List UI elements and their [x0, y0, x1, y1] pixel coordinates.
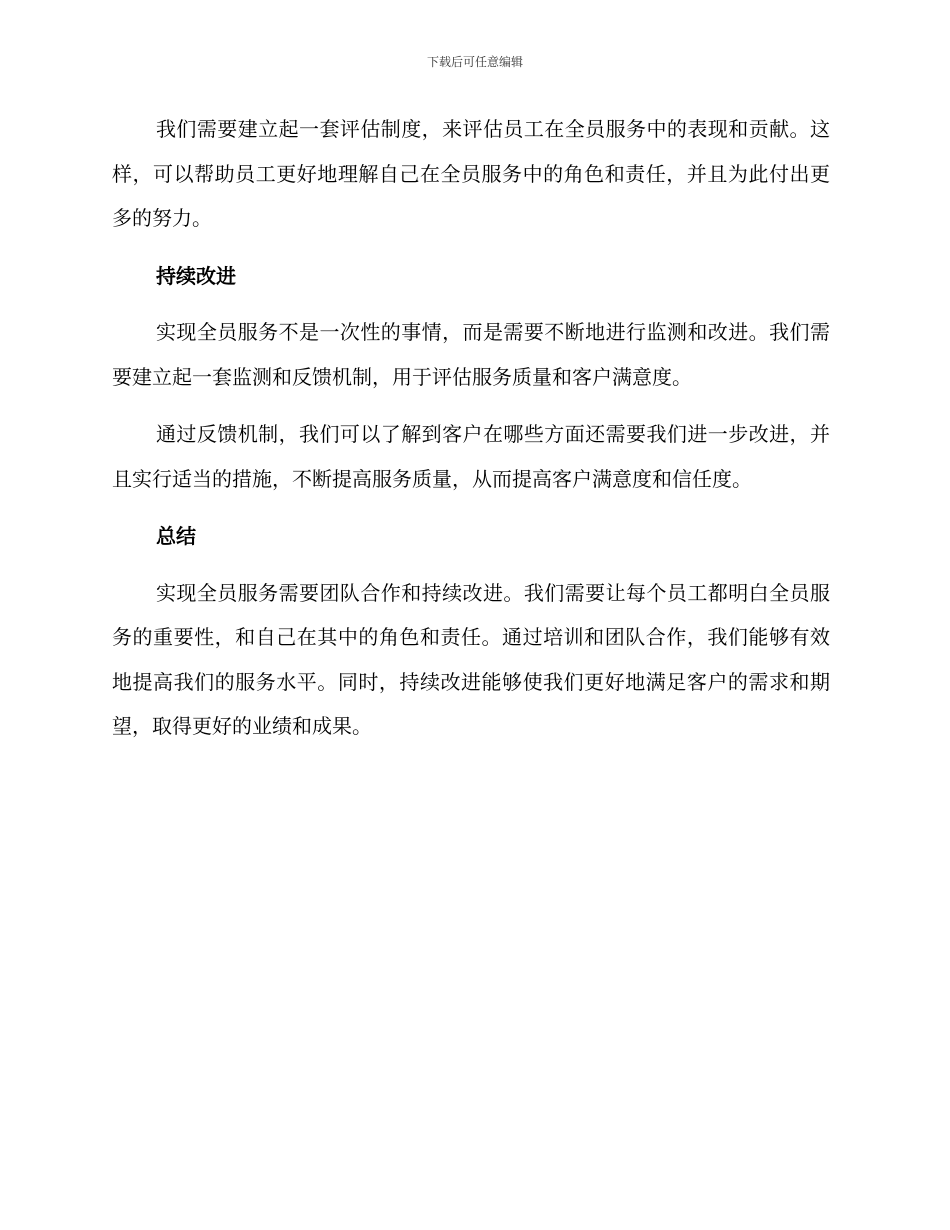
page-header-note: 下载后可任意编辑 [426, 55, 523, 69]
section-heading-summary: 总结 [156, 524, 196, 548]
paragraph-monitoring-feedback: 实现全员服务不是一次性的事情，而是需要不断地进行监测和改进。我们需要建立起一套监测和反馈机制，用于评估服务质量和客户满意度。 [112, 320, 830, 389]
section-heading-continuous-improvement: 持续改进 [156, 263, 236, 288]
paragraph-feedback-measures: 通过反馈机制，我们可以了解到客户在哪些方面还需要我们进一步改进，并且实行适当的措施，不断提高服务质量，从而提高客户满意度和信任度。 [112, 422, 830, 491]
paragraph-evaluation-system: 我们需要建立起一套评估制度，来评估员工在全员服务中的表现和贡献。这样，可以帮助员工更好地理解自己在全员服务中的角色和责任，并且为此付出更多的努力。 [112, 117, 830, 230]
paragraph-summary: 实现全员服务需要团队合作和持续改进。我们需要让每个员工都明白全员服务的重要性，和自己在其中的角色和责任。通过培训和团队合作，我们能够有效地提高我们的服务水平。同时，持续改进能够使我们更好地满足客户的需求和期望，取得更好的业绩和成果。 [112, 580, 830, 738]
document-body [112, 107, 830, 749]
